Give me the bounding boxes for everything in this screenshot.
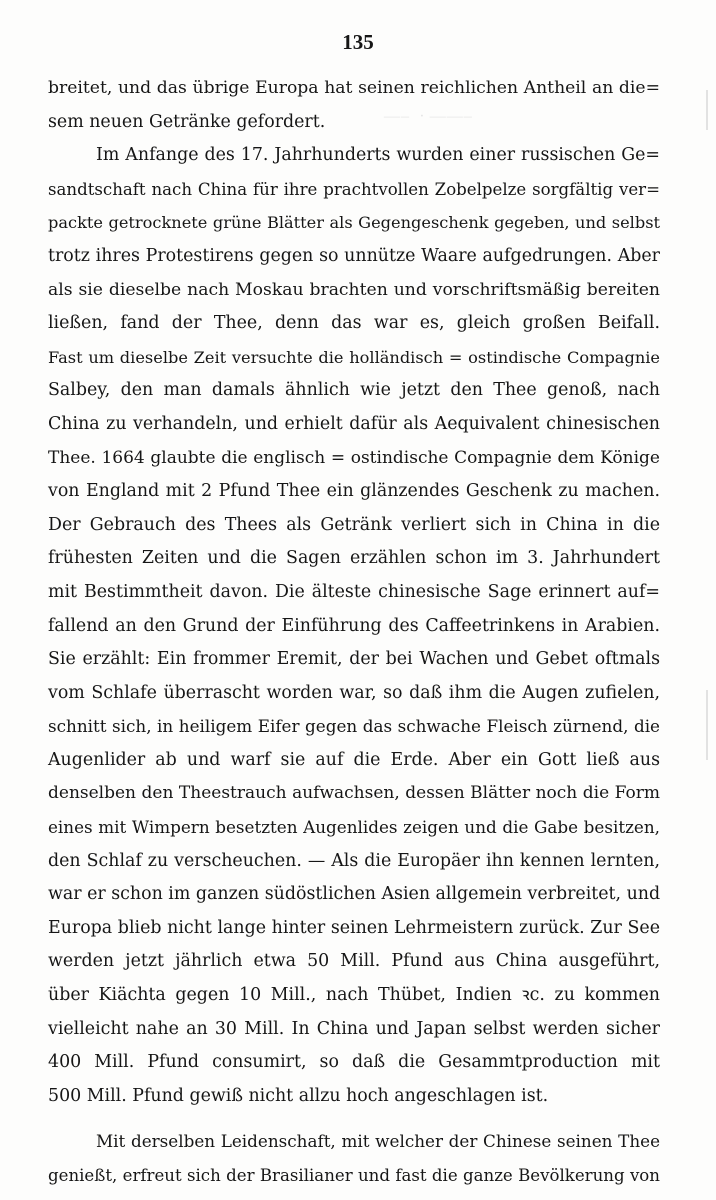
text-line: Fast um dieselbe Zeit versuchte die holländisch = ostindische Compagnie: [48, 347, 660, 367]
text-line: trotz ihres Protestirens gegen so unnütze Waare aufgedrungen. Aber: [48, 245, 660, 266]
paragraph-first-line: Im Anfange des 17. Jahrhunderts wurden einer russischen Ge=: [96, 145, 660, 166]
text-line: Europa blieb nicht lange hinter seinen Lehrmeistern zurück. Zur See: [48, 917, 660, 938]
text-line: vielleicht nahe an 30 Mill. In China und Japan selbst werden sicher: [48, 1018, 660, 1039]
text-line: Salbey, den man damals ähnlich wie jetzt den Thee genoß, nach: [48, 380, 660, 401]
text-line: genießt, erfreut sich der Brasilianer und fast die ganze Bevölkerung von: [48, 1166, 660, 1185]
text-line: von England mit 2 Pfund Thee ein glänzendes Geschenk zu machen.: [48, 481, 660, 502]
text-line: schnitt sich, in heiligem Eifer gegen das schwache Fleisch zürnend, die: [48, 716, 660, 737]
text-line: mit Bestimmtheit davon. Die älteste chinesische Sage erinnert auf=: [48, 581, 660, 602]
body-text: [48, 72, 660, 1193]
text-line: 400 Mill. Pfund consumirt, so daß die Gesammtproduction mit: [48, 1052, 660, 1073]
text-line: China zu verhandeln, und erhielt dafür als Aequivalent chinesischen: [48, 413, 660, 434]
text-line: werden jetzt jährlich etwa 50 Mill. Pfund aus China ausgeführt,: [48, 951, 660, 972]
text-line: sandtschaft nach China für ihre prachtvollen Zobelpelze sorgfältig ver=: [48, 179, 660, 199]
text-line: den Schlaf zu verscheuchen. — Als die Europäer ihn kennen lernten,: [48, 850, 660, 871]
text-line: Augenlider ab und warf sie auf die Erde. Aber ein Gott ließ aus: [48, 749, 660, 770]
page-edge-mark: [706, 90, 708, 130]
text-line: 500 Mill. Pfund gewiß nicht allzu hoch angeschlagen ist.: [48, 1085, 549, 1106]
text-line: breitet, und das übrige Europa hat seinen reichlichen Antheil an die=: [48, 78, 660, 98]
text-line: packte getrocknete grüne Blätter als Gegengeschenk gegeben, und selbst: [48, 213, 660, 233]
text-line: Sie erzählt: Ein frommer Eremit, der bei Wachen und Gebet oftmals: [48, 649, 660, 670]
page-edge-mark: [706, 690, 708, 760]
text-line: denselben den Theestrauch aufwachsen, dessen Blätter noch die Form: [48, 783, 660, 804]
text-line: vom Schlafe überrascht worden war, so daß ihm die Augen zufielen,: [48, 682, 660, 703]
text-line: sem neuen Getränke gefordert.: [48, 111, 326, 132]
text-line: Der Gebrauch des Thees als Getränk verliert sich in China in die: [48, 514, 660, 535]
text-line: ließen, fand der Thee, denn das war es, gleich großen Beifall.: [48, 313, 660, 334]
bleed-through-text: —– · ——–: [384, 108, 473, 125]
text-line: als sie dieselbe nach Moskau brachten und vorschriftsmäßig bereiten: [48, 279, 660, 300]
text-line: fallend an den Grund der Einführung des Caffeetrinkens in Arabien.: [48, 615, 660, 636]
text-line: war er schon im ganzen südöstlichen Asien allgemein verbreitet, und: [48, 884, 661, 905]
page-number: 135: [342, 30, 374, 54]
text-line: Thee. 1664 glaubte die englisch = ostindische Compagnie dem Könige: [48, 447, 660, 468]
text-line: eines mit Wimpern besetzten Augenlides zeigen und die Gabe besitzen,: [48, 817, 660, 838]
paragraph-gap: [48, 1113, 660, 1125]
text-line: über Kiächta gegen 10 Mill., nach Thübet, Indien ꝛc. zu kommen: [48, 985, 660, 1006]
paragraph-first-line: Mit derselben Leidenschaft, mit welcher der Chinese seinen Thee: [96, 1131, 660, 1152]
text-line: frühesten Zeiten und die Sagen erzählen schon im 3. Jahrhundert: [48, 548, 660, 569]
